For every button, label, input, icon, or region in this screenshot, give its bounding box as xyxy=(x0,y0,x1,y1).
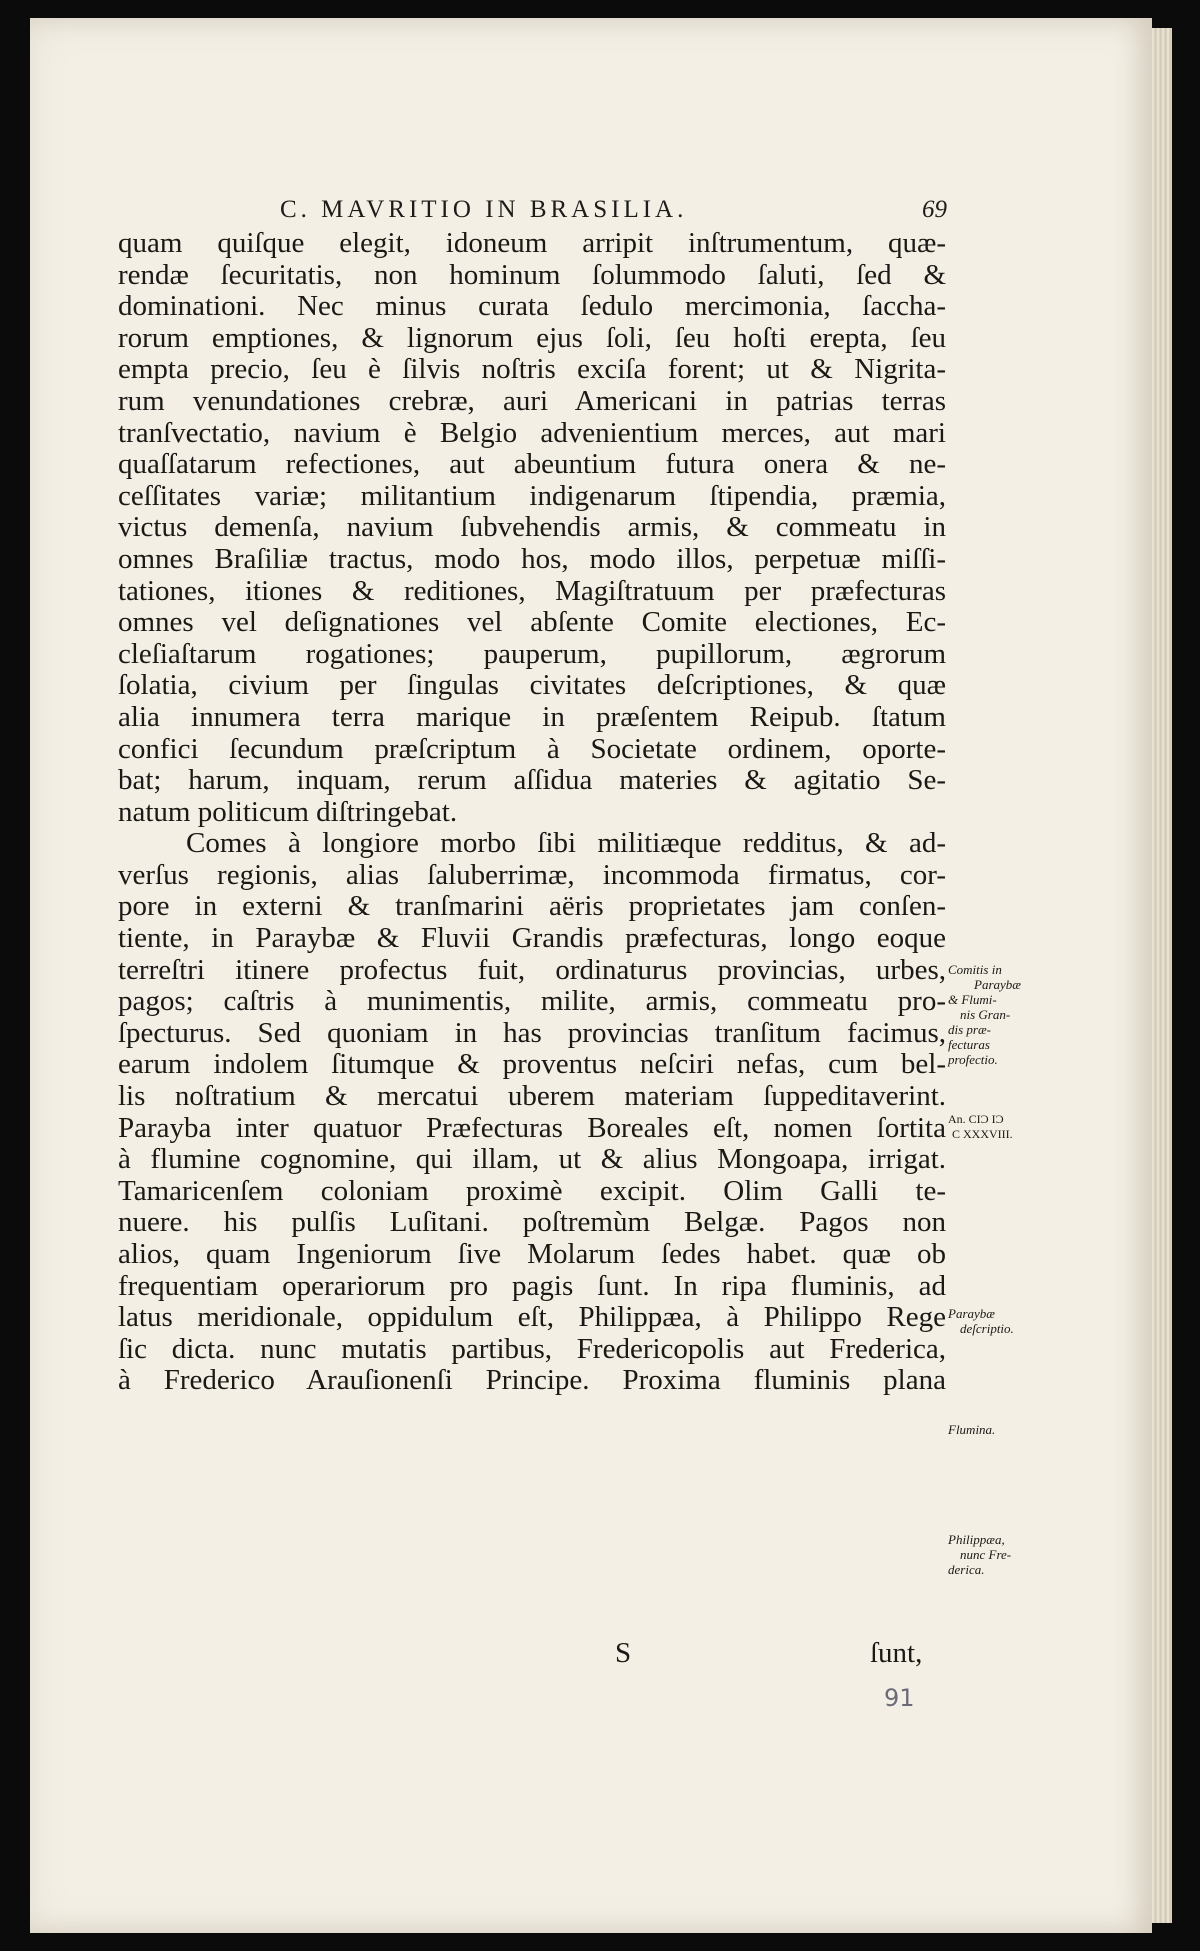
body-line: natum politicum diſtringebat. xyxy=(118,796,458,828)
margin-note-comitis xyxy=(948,962,1040,1067)
body-text xyxy=(118,228,946,1397)
catchword: ſunt, xyxy=(870,1637,923,1669)
margin-note-line: derica. xyxy=(948,1562,985,1577)
body-line: empta precio, ſeu è ſilvis noſtris exciſa forent; ut & Nigrita- xyxy=(118,354,946,386)
body-line: rorum emptiones, & lignorum ejus ſoli, ſeu hoſti erepta, ſeu xyxy=(118,322,946,354)
body-line: tranſvectatio, navium è Belgio advenientium merces, aut mari xyxy=(118,417,946,449)
page-number: 69 xyxy=(922,196,947,223)
margin-note-philippaea xyxy=(948,1532,1040,1577)
body-line: lis noſtratium & mercatui uberem materiam ſuppeditaverint. xyxy=(118,1081,946,1113)
body-line: pore in externi & tranſmarini aëris proprietates jam conſen- xyxy=(118,891,946,923)
body-line: confici ſecundum præſcriptum à Societate ordinem, oporte- xyxy=(118,733,946,765)
body-line: tationes, itiones & reditiones, Magiſtratuum per præfecturas xyxy=(118,575,946,607)
margin-note-line: Flumina. xyxy=(948,1422,996,1437)
body-line: Tamaricenſem coloniam proximè excipit. Olim Galli te- xyxy=(118,1175,946,1207)
margin-note-line: nunc Fre- xyxy=(960,1547,1012,1562)
margin-note-line: deſcriptio. xyxy=(960,1321,1014,1336)
margin-note-year xyxy=(948,1112,1040,1142)
body-line: terreſtri itinere profectus fuit, ordinaturus provincias, urbes, xyxy=(118,954,946,986)
margin-note-line: & Flumi- xyxy=(948,992,997,1007)
body-line: à Frederico Arauſionenſi Principe. Proxima fluminis plana xyxy=(118,1365,946,1397)
body-line: quaſſatarum refectiones, aut abeuntium futura onera & ne- xyxy=(118,449,946,481)
margin-note-parayba xyxy=(948,1306,1040,1336)
body-line: frequentiam operariorum pro pagis ſunt. In ripa fluminis, ad xyxy=(118,1270,946,1302)
body-line: earum indolem ſitumque & proventus neſciri nefas, cum bel- xyxy=(118,1049,946,1081)
page-edges xyxy=(1152,28,1172,1923)
margin-note-line: Paraybæ xyxy=(948,1306,995,1321)
body-line: verſus regionis, alias ſaluberrimæ, incommoda firmatus, cor- xyxy=(118,859,946,891)
body-line: omnes Braſiliæ tractus, modo hos, modo illos, perpetuæ miſſi- xyxy=(118,543,946,575)
handwritten-folio-number: 91 xyxy=(884,1684,915,1712)
body-line: quam quiſque elegit, idoneum arripit inſtrumentum, quæ- xyxy=(118,228,946,259)
body-line: Comes à longiore morbo ſibi militiæque redditus, & ad- xyxy=(186,828,946,860)
body-line: omnes vel deſignationes vel abſente Comite electiones, Ec- xyxy=(118,607,946,639)
margin-note-line: dis præ- xyxy=(948,1022,991,1037)
margin-note-flumina xyxy=(948,1422,1040,1437)
body-line: ſic dicta. nunc mutatis partibus, Fredericopolis aut Frederica, xyxy=(118,1333,946,1365)
body-line: ceſſitates variæ; militantium indigenarum ſtipendia, præmia, xyxy=(118,480,946,512)
body-line: alios, quam Ingeniorum ſive Molarum ſedes habet. quæ ob xyxy=(118,1239,946,1270)
margin-note-line: An. CIƆ IƆ xyxy=(948,1112,1004,1126)
body-line: nuere. his pulſis Luſitani. poſtremùm Belgæ. Pagos non xyxy=(118,1207,946,1239)
body-line: ſolatia, civium per ſingulas civitates deſcriptiones, & quæ xyxy=(118,670,946,702)
signature-mark: S xyxy=(615,1637,632,1669)
body-line: tiente, in Paraybæ & Fluvii Grandis præfecturas, longo eoque xyxy=(118,923,946,955)
running-title: C. MAVRITIO IN BRASILIA. xyxy=(280,196,688,223)
margin-note-line: C XXXVIII. xyxy=(952,1127,1013,1141)
margin-note-line: fecturas xyxy=(948,1037,990,1052)
margin-note-line: Comitis in xyxy=(948,962,1002,977)
body-line: dominationi. Nec minus curata ſedulo mercimonia, ſaccha- xyxy=(118,291,946,323)
body-line: pagos; caſtris à munimentis, milite, armis, commeatu pro- xyxy=(118,986,946,1018)
body-line: ſpecturus. Sed quoniam in has provincias tranſitum facimus, xyxy=(118,1017,946,1049)
margin-note-line: profectio. xyxy=(948,1052,998,1067)
margin-note-line: nis Gran- xyxy=(960,1007,1011,1022)
body-line: à flumine cognomine, qui illam, ut & alius Mongoapa, irrigat. xyxy=(118,1144,946,1176)
body-line: rendæ ſecuritatis, non hominum ſolummodo ſaluti, ſed & xyxy=(118,259,946,291)
body-line: alia innumera terra marique in præſentem Reipub. ſtatum xyxy=(118,701,946,733)
body-line: bat; harum, inquam, rerum aſſidua materies & agitatio Se- xyxy=(118,765,946,797)
margin-note-line: Philippæa, xyxy=(948,1532,1005,1547)
body-line: cleſiaſtarum rogationes; pauperum, pupillorum, ægrorum xyxy=(118,638,946,670)
body-line: Parayba inter quatuor Præfecturas Boreales eſt, nomen ſortita xyxy=(118,1112,946,1144)
body-line: victus demenſa, navium ſubvehendis armis, & commeatu in xyxy=(118,512,946,544)
body-line: rum venundationes crebræ, auri Americani in patrias terras xyxy=(118,385,946,417)
body-line: latus meridionale, oppidulum eſt, Philippæa, à Philippo Rege xyxy=(118,1302,946,1334)
margin-note-line: Paraybæ xyxy=(974,977,1021,992)
